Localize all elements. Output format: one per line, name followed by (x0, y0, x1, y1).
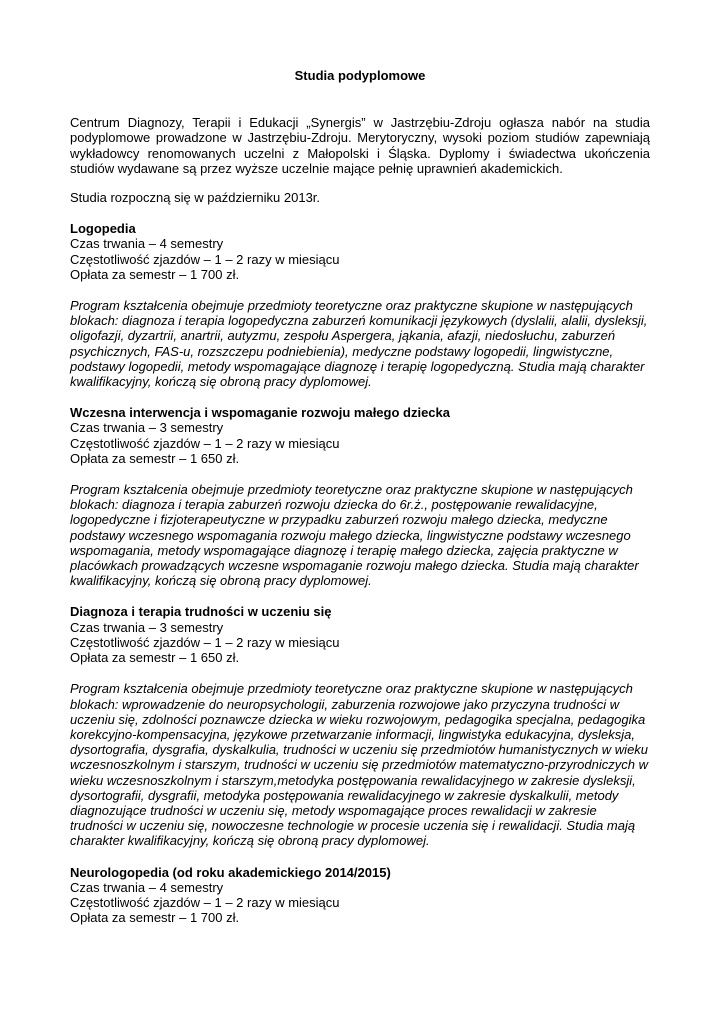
section-fee: Opłata za semestr – 1 700 zł. (70, 266, 240, 282)
section-duration: Czas trwania – 4 semestry (70, 879, 224, 895)
section-title: Neurologopedia (od roku akademickiego 2014/2015) (70, 864, 391, 880)
section-neurologopedia (70, 865, 650, 926)
section-duration: Czas trwania – 4 semestry (70, 236, 224, 252)
section-title: Logopedia (70, 221, 136, 237)
document-title: Studia podyplomowe (294, 68, 426, 83)
section-description: Program kształcenia obejmuje przedmioty teoretyczne oraz praktyczne skupione w następujących blokach: diagnoza i terapia logopedyczna zaburzeń komunikacji językowych (dyslalii, alalii, dysleksji, oligofazji, dyzartrii, anartrii, autyzmu, zespołu Aspergera, jąkania, afazji, niedosłuchu, zaburzeń psychicznych, FAS-u, rozszczepu podniebienia), medyczne podstawy logopedii, lingwistyczne, podstawy logopedii, metody wspomagające diagnozę i terapię logopedyczną. Studia mają charakter kwalifikacyjny, kończą się obroną pracy dyplomowej. (70, 298, 648, 390)
section-title: Wczesna interwencja i wspomaganie rozwoju małego dziecka (70, 405, 450, 421)
section-frequency: Częstotliwość zjazdów – 1 – 2 razy w miesiącu (70, 634, 340, 650)
section-description: Program kształcenia obejmuje przedmioty teoretyczne oraz praktyczne skupione w następujących blokach: diagnoza i terapia zaburzeń rozwoju dziecka do 6r.ż., postępowanie rewalidacyjne, logopedyczne i fizjoterapeutyczne w przypadku zaburzeń rozwoju małego dziecka, medyczne podstawy wczesnego wspomagania rozwoju małego dziecka, lingwistyczne podstawy wczesnego wspomagania, metody wspomagające diagnozę i terapię małego dziecka, zajęcia praktyczne w placówkach prowadzących wczesne wspomaganie rozwoju małego dziecka. Studia mają charakter kwalifikacyjny, kończą się obroną pracy dyplomowej. (70, 482, 639, 589)
section-description: Program kształcenia obejmuje przedmioty teoretyczne oraz praktyczne skupione w następujących blokach: wprowadzenie do neuropsychologii, zaburzenia rozwojowe jako przyczyna trudności w uczeniu się, zdolności poznawcze dziecka w wieku rozwojowym, pedagogika specjalna, pedagogika korekcyjno-kompensacyjna, językowe przetwarzanie informacji, lingwistyka edukacyjna, dysleksja, dysortografia, dysgrafia, dyskalkulia, trudności w uczeniu się przedmiotów humanistycznych w wieku wczesnoszkolnym i starszym, trudności w uczeniu się przedmiotów matematyczno-przyrodniczych w wieku wczesnoszkolnym i starszym,metodyka postępowania rewalidacyjnego w zakresie dysleksji, dysortografii, dysgrafii, metodyka postępowania rewalidacyjnego w zakresie dyskalkulii, metody diagnozujące trudności w uczeniu się, metody wspomagające proces rewalidacji w zakresie trudności w uczeniu się, nowoczesne technologie w procesie uczenia się i rewalidacji. Studia mają charakter kwalifikacyjny, kończą się obroną pracy dyplomowej. (70, 681, 649, 849)
section-diagnoza-trudnosci (70, 604, 650, 848)
section-duration: Czas trwania – 3 semestry (70, 619, 224, 635)
section-fee: Opłata za semestr – 1 650 zł. (70, 650, 240, 666)
intro-paragraph: Centrum Diagnozy, Terapii i Edukacji „Synergis” w Jastrzębiu-Zdroju ogłasza nabór na studia podyplomowe prowadzone w Jastrzębiu-Zdroju. Merytoryczny, wysoki poziom studiów zapewniają wykładowcy renomowanych uczelni z Małopolski i Śląska. Dyplomy i świadectwa ukończenia studiów wydawane są przez wyższe uczelnie mające pełnię uprawnień akademickich. (70, 115, 650, 176)
section-title: Diagnoza i terapia trudności w uczeniu się (70, 604, 332, 620)
section-fee: Opłata za semestr – 1 700 zł. (70, 910, 240, 926)
section-frequency: Częstotliwość zjazdów – 1 – 2 razy w miesiącu (70, 894, 340, 910)
section-duration: Czas trwania – 3 semestry (70, 420, 224, 436)
section-logopedia (70, 221, 650, 389)
section-fee: Opłata za semestr – 1 650 zł. (70, 450, 240, 466)
section-wczesna-interwencja (70, 405, 650, 588)
section-frequency: Częstotliwość zjazdów – 1 – 2 razy w miesiącu (70, 435, 340, 451)
start-date-note: Studia rozpoczną się w październiku 2013r. (70, 190, 321, 206)
section-frequency: Częstotliwość zjazdów – 1 – 2 razy w miesiącu (70, 251, 340, 267)
